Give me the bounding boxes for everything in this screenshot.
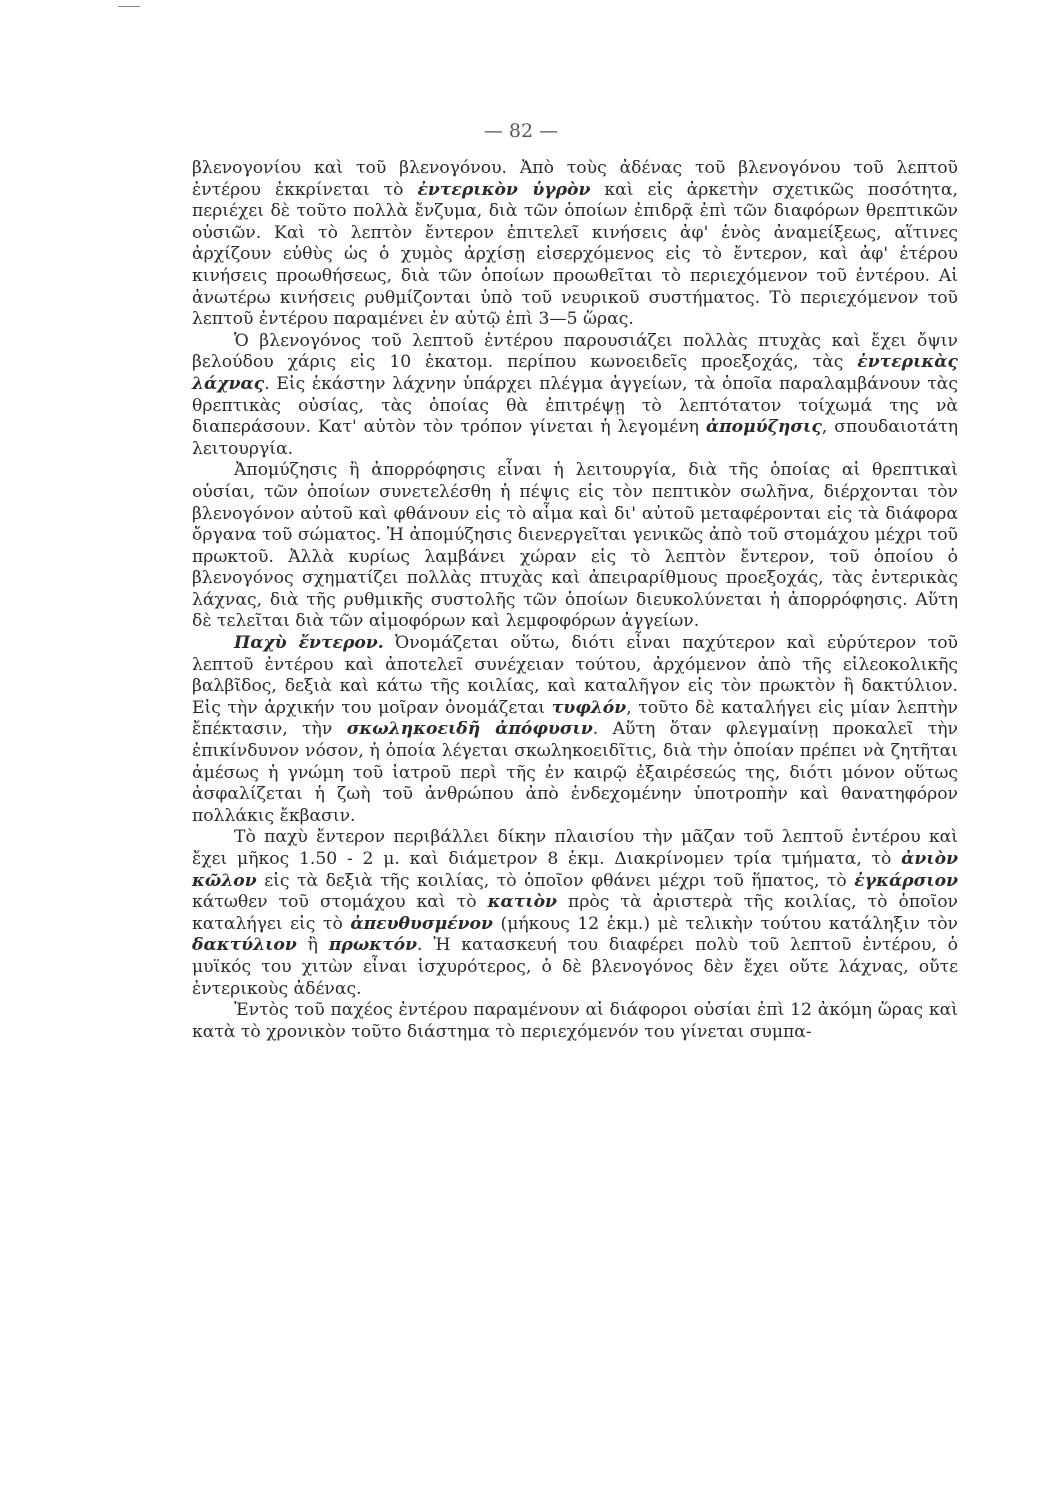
emphasis-term: ἐντερικὸν ὑγρὸν <box>417 179 591 200</box>
paragraph-6 <box>192 1000 958 1043</box>
emphasis-term: Παχὺ ἔντερον. <box>234 633 384 654</box>
text-run: κάτωθεν τοῦ στομάχου καὶ τὸ <box>192 892 488 913</box>
text-run: (μήκους 12 ἑκμ.) μὲ τελικὴν τούτου κατάληξιν τὸν <box>492 913 958 934</box>
paragraph-1 <box>192 158 958 331</box>
emphasis-term: πρωκτόν <box>328 935 418 956</box>
emphasis-term: ἐγκάρσιον <box>854 870 958 891</box>
emphasis-term: τυφλόν <box>551 697 627 718</box>
text-run: . Ἡ κατασκευή του διαφέρει πολὺ τοῦ λεπτοῦ ἐντέρου, ὁ μυϊκός του χιτὼν εἶναι ἰσχυρότερος, ὁ δὲ βλενογόνος δὲν ἔχει οὔτε λάχνας, οὔτε ἐντερικοὺς ἀδένας. <box>192 935 958 999</box>
text-run: Ὀνομάζεται οὕτω, διότι εἶναι παχύτερον καὶ εὐρύτερον τοῦ λεπτοῦ ἐντέρου καὶ ἀποτελεῖ συνέχειαν τούτου, ἀρχόμενον ἀπὸ τῆς εἰλεοκολικῆς βαλβῖδος, δεξιὰ καὶ κάτω τῆς κοιλίας, καὶ καταλῆγον εἰς τὸν πρωκτὸν ἢ δακτύλιον. Εἰς τὴν ἀρχικήν του μοῖραν ὀνομάζεται <box>192 633 959 718</box>
text-run: . Αὕτη ὅταν φλεγμαίνῃ προκαλεῖ τὴν ἐπικίνδυνον νόσον, ἡ ὁποία λέγεται σκωληκοειδῖτις, διὰ τὴν ὁποίαν πρέπει νὰ ζητῆται ἀμέσως ἡ γνώμη τοῦ ἰατροῦ περὶ τῆς ἐν καιρῷ ἐξαιρέσεώς της, διότι μόνον οὕτως ἀσφαλίζεται ἡ ζωὴ τοῦ ἀνθρώπου ἀπὸ ἐνδεχομένην ὑποτροπὴν καὶ θανατηφόρον πολλάκις ἔκβασιν. <box>192 719 958 826</box>
paragraph-3 <box>192 460 958 633</box>
emphasis-term: δακτύλιον <box>192 935 297 956</box>
corner-mark <box>118 0 140 7</box>
text-run: Ἀπομύζησις ἢ ἀπορρόφησις εἶναι ἡ λειτουργία, διὰ τῆς ὁποίας αἱ θρεπτικαὶ οὐσίαι, τῶν ὁποίων συνετελέσθη ἡ πέψις εἰς τὸν πεπτικὸν σωλῆνα, διέρχονται τὸν βλενογόνον αὐτοῦ καὶ φθάνουν εἰς τὸ αἷμα καὶ δι' αὐτοῦ μεταφέρονται εἰς τὰ διάφορα ὄργανα τοῦ σώματος. Ἡ ἀπομύζησις διενεργεῖται γενικῶς ἀπὸ τοῦ στομάχου μέχρι τοῦ πρωκτοῦ. Ἀλλὰ κυρίως λαμβάνει χώραν εἰς τὸ λεπτὸν ἔντερον, τοῦ ὁποίου ὁ βλενογόνος σχηματίζει πολλὰς πτυχὰς καὶ ἀπειραρίθμους προεξοχάς, τὰς ἐντερικὰς λάχνας, διὰ τῆς ρυθμικῆς συστολῆς τῶν ὁποίων διευκολύνεται ἡ ἀπορρόφησις. Αὕτη δὲ τελεῖται διὰ τῶν αἱμοφόρων καὶ λεμφοφόρων ἀγγείων. <box>192 460 958 632</box>
text-run: Ὁ βλενογόνος τοῦ λεπτοῦ ἐντέρου παρουσιάζει πολλὰς πτυχὰς καὶ ἔχει ὄψιν βελούδου χάρις εἰς 10 ἑκατομ. περίπου κωνοειδεῖς προεξοχάς, τὰς <box>192 330 958 373</box>
emphasis-term: ἀνιὸν κῶλον <box>192 849 958 891</box>
emphasis-term: σκωληκοειδῆ ἀπόφυσιν <box>346 719 593 740</box>
emphasis-term: ἐντερικὰς λάχνας <box>192 352 958 394</box>
text-run: . Εἰς ἑκάστην λάχνην ὑπάρχει πλέγμα ἀγγείων, τὰ ὁποῖα παραλαμβάνουν τὰς θρεπτικὰς οὐσίας, τὰς ὁποίας θὰ ἐπιτρέψῃ τὸ λεπτότατον τοίχωμά της νὰ διαπεράσουν. Κατ' αὐτὸν τὸν τρόπον γίνεται ἡ λεγομένη <box>192 373 958 438</box>
text-run: ἢ <box>296 935 329 956</box>
body-text <box>192 158 958 1043</box>
text-run: πρὸς τὰ ἀριστερὰ τῆς κοιλίας, τὸ ὁποῖον καταλήγει εἰς τὸ <box>192 892 959 934</box>
emphasis-term: ἀπευθυσμένον <box>350 913 493 934</box>
paragraph-2 <box>192 331 958 461</box>
text-run: , τοῦτο δὲ καταλήγει εἰς μίαν λεπτὴν ἔπέκτασιν, τὴν <box>192 697 958 740</box>
text-run: Τὸ παχὺ ἔντερον περιβάλλει δίκην πλαισίου τὴν μᾶζαν τοῦ λεπτοῦ ἐντέρου καὶ ἔχει μῆκος 1.50 - 2 μ. καὶ διάμετρον 8 ἑκμ. Διακρίνομεν τρία τμήματα, τὸ <box>192 827 958 869</box>
paragraph-5 <box>192 827 958 1000</box>
paragraph-4 <box>192 633 958 827</box>
text-run: βλενογονίου καὶ τοῦ βλενογόνου. Ἀπὸ τοὺς ἀδένας τοῦ βλενογόνου τοῦ λεπτοῦ ἐντέρου ἐκκρίνεται τὸ <box>192 158 958 200</box>
page-number: — 82 — <box>483 120 559 142</box>
text-run: καὶ εἰς ἀρκετὴν σχετικῶς ποσότητα, περιέχει δὲ τοῦτο πολλὰ ἔνζυμα, διὰ τῶν ὁποίων ἐπιδρᾷ ἐπὶ τῶν διαφόρων θρεπτικῶν οὐσιῶν. Καὶ τὸ λεπτὸν ἔντερον ἐπιτελεῖ κινήσεις ἀφ' ἑνὸς ἀναμείξεως, αἵτινες ἀρχίζουν εὐθὺς ὡς ὁ χυμὸς ἀρχίσῃ εἰσερχόμενος εἰς τὸ ἔντερον, καὶ ἀφ' ἑτέρου κινήσεις προωθήσεως, διὰ τῶν ὁποίων προωθεῖται τὸ περιεχόμενον τοῦ ἐντέρου. Αἱ ἀνωτέρω κινήσεις ρυθμίζονται ὑπὸ τοῦ νευρικοῦ συστήματος. Τὸ περιεχόμενον τοῦ λεπτοῦ ἐντέρου παραμένει ἐν αὐτῷ ἐπὶ 3—5 ὥρας. <box>192 179 958 330</box>
text-run: , σπουδαιοτάτη λειτουργία. <box>192 417 959 459</box>
emphasis-term: κατιὸν <box>487 892 557 913</box>
emphasis-term: ἀπομύζησις <box>705 417 822 438</box>
text-run: εἰς τὰ δεξιὰ τῆς κοιλίας, τὸ ὁποῖον φθάνει μέχρι τοῦ ἥπατος, τὸ <box>256 870 855 891</box>
text-run: Ἐντὸς τοῦ παχέος ἐντέρου παραμένουν αἱ διάφοροι οὐσίαι ἐπὶ 12 ἀκόμη ὥρας καὶ κατὰ τὸ χρονικὸν τοῦτο διάστημα τὸ περιεχόμενόν του γίνεται συμπα- <box>192 1000 958 1042</box>
